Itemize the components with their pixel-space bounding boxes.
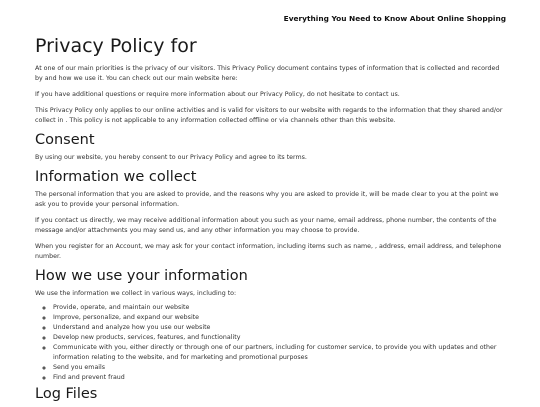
consent-heading: Consent <box>35 132 95 148</box>
usage-list <box>35 303 505 383</box>
list-item: ◦ Communicate with you, either directly or through one of our partners, including for customer service, to provide you with updates and other information relating to the website, and for marketing and promotional purposes <box>53 343 505 363</box>
information-collect-heading: Information we collect <box>35 169 197 185</box>
how-we-use-heading: How we use your information <box>35 268 248 284</box>
site-title-link[interactable]: Everything You Need to Know About Online Shopping <box>283 14 506 23</box>
intro-paragraph-2: If you have additional questions or require more information about our Privacy Policy, do not hesitate to contact us. <box>35 91 400 98</box>
log-files-heading: Log Files <box>35 386 98 402</box>
article-content <box>35 34 505 407</box>
intro-paragraph-1: At one of our main priorities is the privacy of our visitors. This Privacy Policy document contains types of information that is collected and recorded by and how we use it. You can check out our main website here: <box>35 65 500 82</box>
list-item: ◦ Develop new products, services, features, and functionality <box>53 333 505 343</box>
list-item: ◦ Find and prevent fraud <box>53 373 505 383</box>
list-item: ◦ Provide, operate, and maintain our website <box>53 303 505 313</box>
list-item: ◦ Send you emails <box>53 363 505 373</box>
list-item: ◦ Improve, personalize, and expand our website <box>53 313 505 323</box>
information-collect-paragraph-3: When you register for an Account, we may ask for your contact information, including items such as name, , address, email address, and telephone number. <box>35 243 502 260</box>
how-we-use-intro: We use the information we collect in various ways, including to: <box>35 290 237 297</box>
consent-paragraph: By using our website, you hereby consent to our Privacy Policy and agree to its terms. <box>35 154 307 161</box>
site-header <box>0 0 540 32</box>
list-item: ◦ Understand and analyze how you use our website <box>53 323 505 333</box>
page-title: Privacy Policy for <box>35 35 197 57</box>
information-collect-paragraph-1: The personal information that you are asked to provide, and the reasons why you are asked to provide it, will be made clear to you at the point we ask you to provide your personal information. <box>35 191 499 208</box>
intro-paragraph-3: This Privacy Policy only applies to our online activities and is valid for visitors to our website with regards to the information that they shared and/or collect in . This policy is not applicable to any information collected offline or via channels other than this website. <box>35 107 503 124</box>
information-collect-paragraph-2: If you contact us directly, we may receive additional information about you such as your name, email address, phone number, the contents of the message and/or attachments you may send us, and any other information you may choose to provide. <box>35 217 497 234</box>
